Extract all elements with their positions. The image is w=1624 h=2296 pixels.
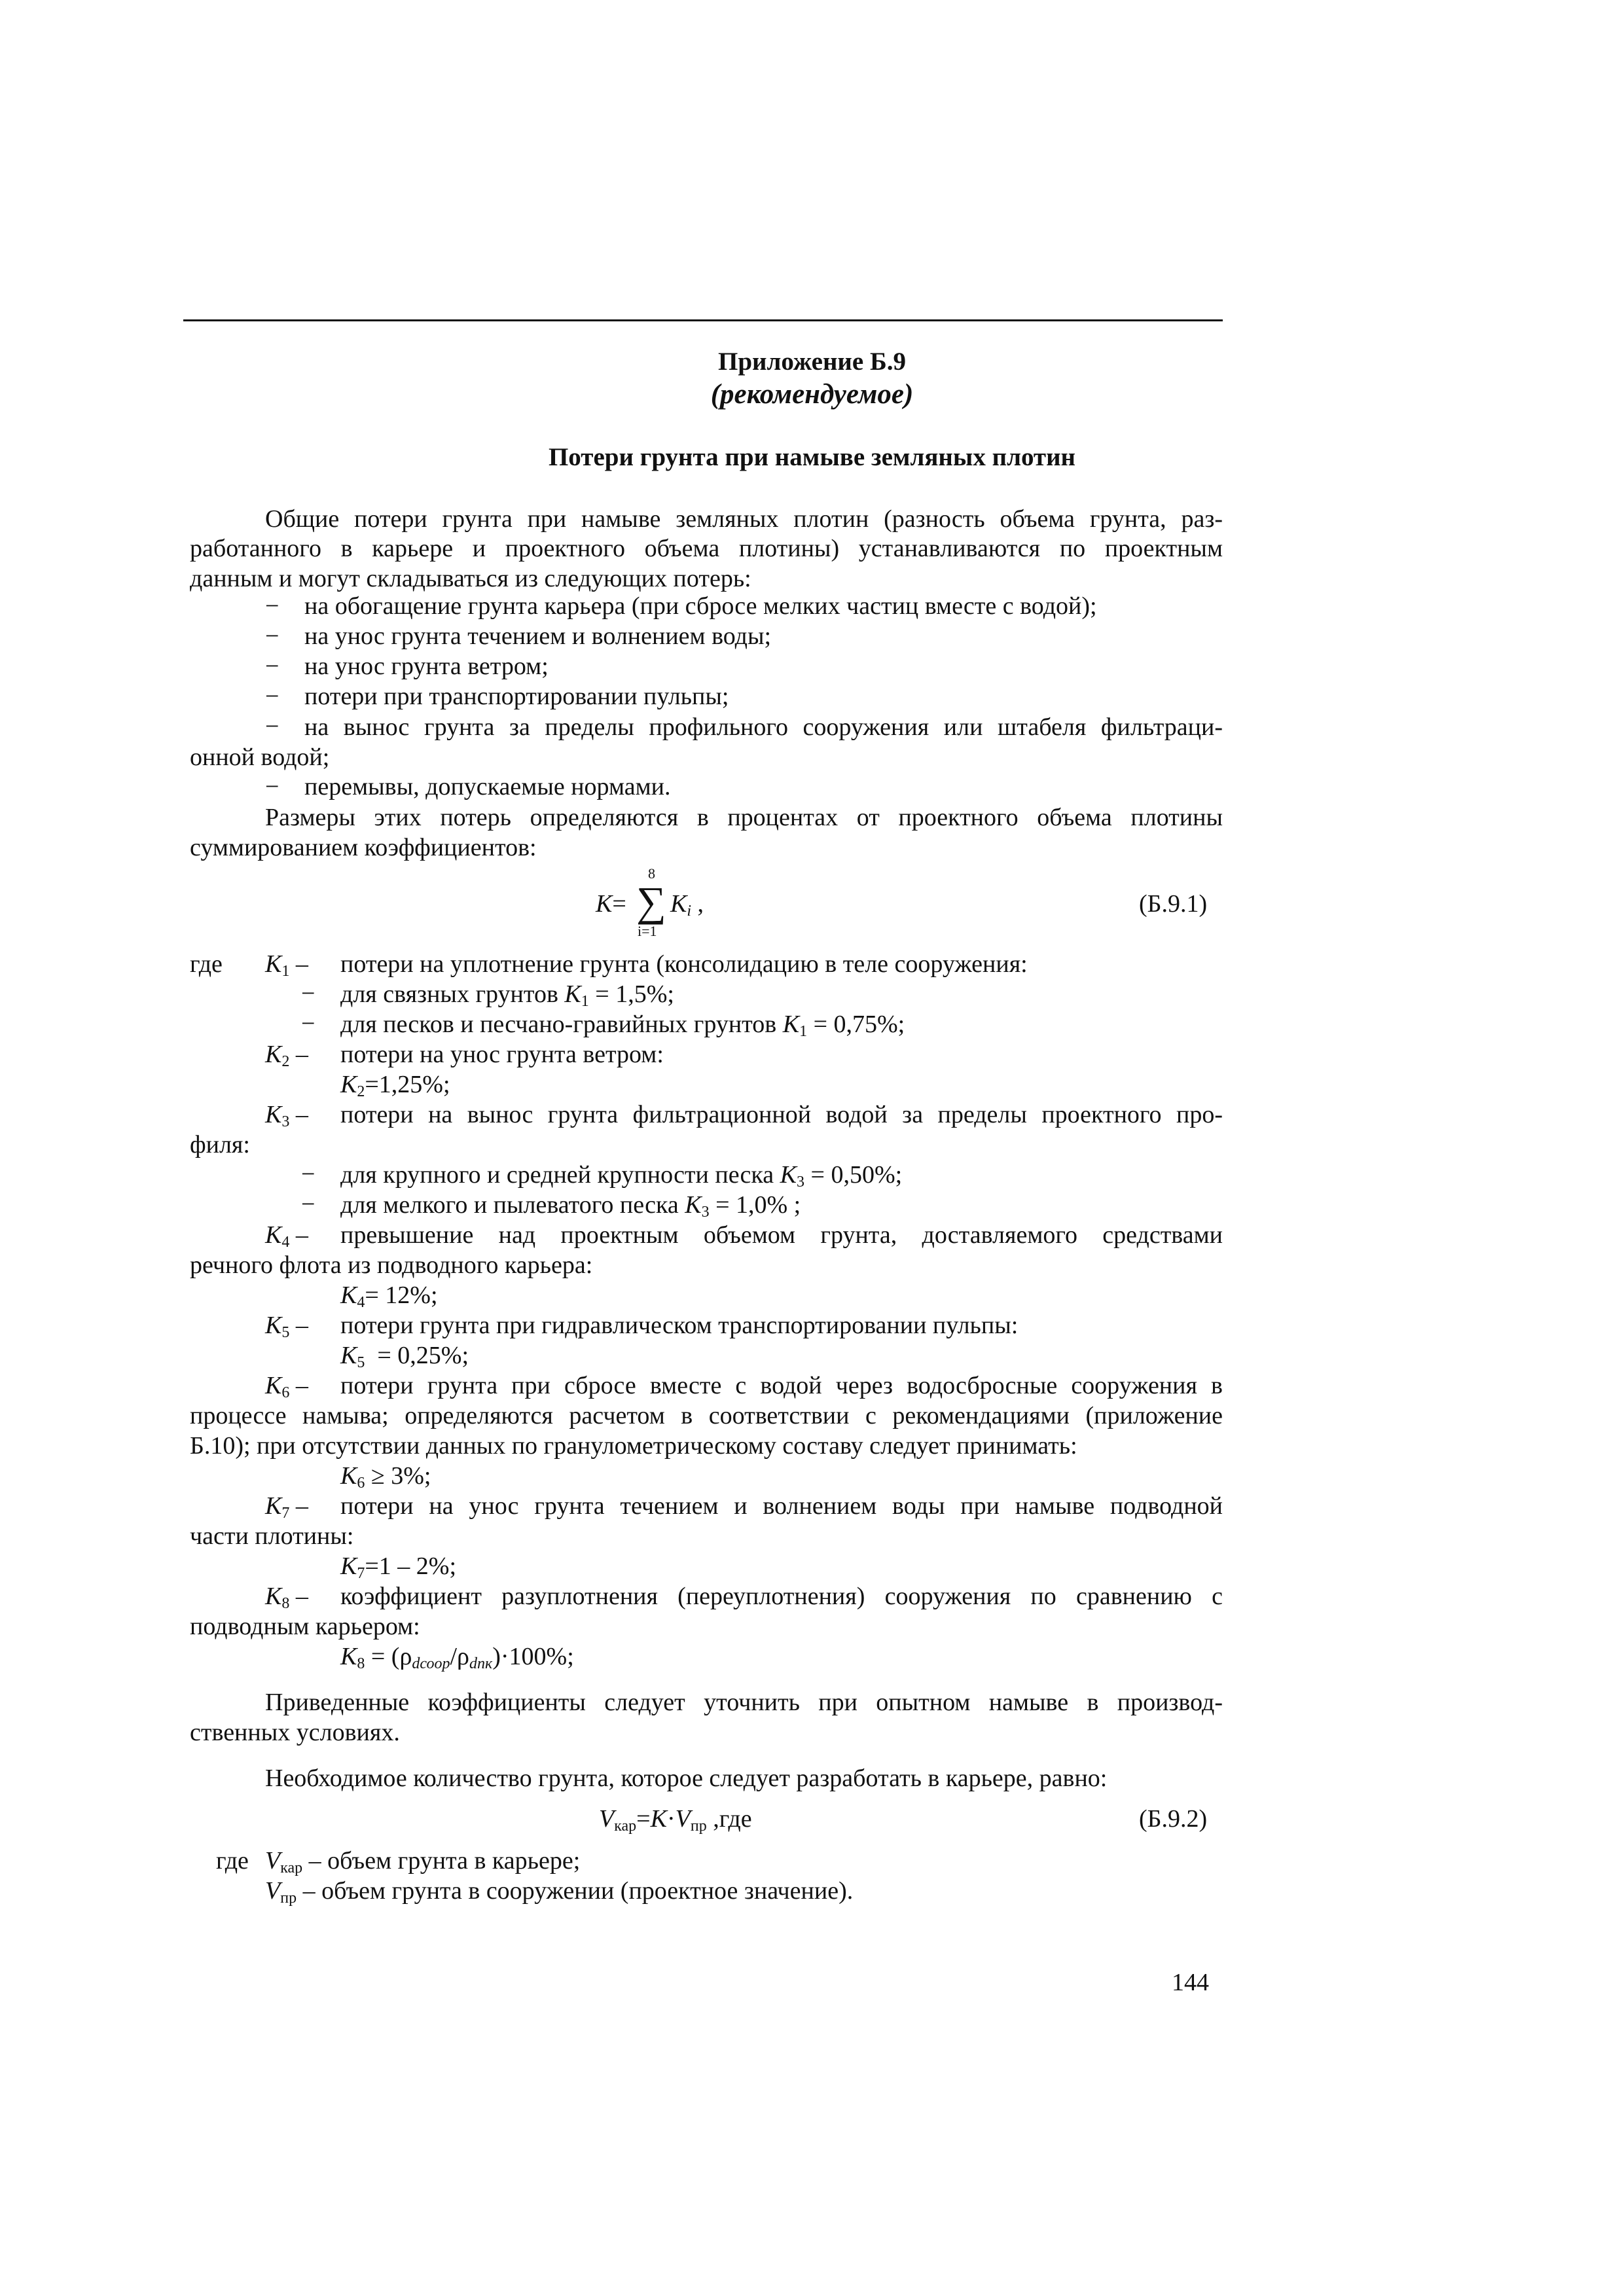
concl-line-1: Приведенные коэффициенты следует уточнить при опытном намыве в производ- (265, 1689, 1223, 1716)
k8-value: $K_8 = (\rho_{dсоор}/\rho_{dпк})\cdot 100\%$; (340, 1643, 574, 1672)
bullet-item: на вынос грунта за пределы профильного сооружения или штабеля фильтраци- (304, 713, 1223, 741)
k3-a: для крупного и средней крупности песка $K_3 = 0,50\%$; (340, 1161, 903, 1191)
k7-value: $K_7=1 - 2\%$; (340, 1552, 457, 1582)
k4-continuation: речного флота из подводного карьера: (190, 1251, 593, 1279)
k2-symbol: $K_2$ – (265, 1041, 308, 1070)
k1-symbol: $K_1$ – (265, 950, 308, 980)
need-paragraph: Необходимое количество грунта, которое следует разработать в карьере, равно: (265, 1765, 1108, 1792)
appendix-title: Приложение Б.9 (717, 348, 906, 376)
k3-b: для мелкого и пылеватого песка $K_3 = 1,0\%$ ; (340, 1191, 801, 1221)
k6-text: потери грунта при сбросе вместе с водой через водосбросные сооружения в (340, 1372, 1223, 1399)
k3-continuation: филя: (190, 1131, 250, 1158)
where-label-2: где (216, 1847, 249, 1874)
k4-symbol: $K_4$ – (265, 1221, 308, 1251)
bullet-dash: − (301, 1010, 316, 1037)
vpr-definition: $V_{пр}$ – объем грунта в сооружении (проектное значение). (265, 1877, 854, 1907)
k5-symbol: $K_5$ – (265, 1312, 308, 1341)
intro-line-3: данным и могут складываться из следующих потерь: (190, 565, 751, 592)
bullet-dash: − (265, 713, 280, 740)
bullet-continuation: онной водой; (190, 744, 330, 771)
k7-text: потери на унос грунта течением и волнением воды при намыве подводной (340, 1492, 1223, 1520)
bullet-dash: − (265, 773, 280, 800)
k1-b: для песков и песчано-гравийных грунтов $K_1 = 0,75\%$; (340, 1011, 905, 1040)
bullet-dash: − (301, 980, 316, 1007)
k1-text: потери на уплотнение грунта (консолидацию в теле сооружения: (340, 950, 1028, 978)
intro-line-2: работанного в карьере и проектного объема плотины) устанавливаются по проектным (190, 535, 1223, 562)
page-number: 144 (1172, 1969, 1209, 1996)
k8-continuation: подводным карьером: (190, 1613, 420, 1640)
vkar-definition: $V_{кар}$ – объем грунта в карьере; (265, 1847, 581, 1876)
formula-2-number: (Б.9.2) (1139, 1805, 1208, 1833)
k5-value: $K_5 = 0,25\%$; (340, 1342, 469, 1371)
k2-text: потери на унос грунта ветром: (340, 1041, 664, 1068)
k6-symbol: $K_6$ – (265, 1372, 308, 1401)
bullet-item: на унос грунта ветром; (304, 653, 549, 680)
bullet-item: на обогащение грунта карьера (при сбросе мелких частиц вместе с водой); (304, 592, 1097, 620)
top-rule (183, 319, 1223, 321)
k8-symbol: $K_8$ – (265, 1583, 308, 1612)
appendix-subtitle: (рекомендуемое) (710, 379, 914, 410)
k8-text: коэффициент разуплотнения (переуплотнения) сооружения по сравнению с (340, 1583, 1223, 1610)
sum-upper-limit: 8 (648, 865, 655, 882)
bullet-item: перемывы, допускаемые нормами. (304, 773, 671, 800)
k5-text: потери грунта при гидравлическом транспортировании пульпы: (340, 1312, 1019, 1339)
formula-term: K (670, 890, 687, 918)
bullet-dash: − (265, 592, 280, 620)
formula-eq: = (612, 890, 626, 918)
k2-value: $K_2=1,25\%$; (340, 1071, 450, 1100)
k4-value: $K_4= 12\%$; (340, 1282, 438, 1311)
concl-line-2: ственных условиях. (190, 1719, 400, 1746)
k3-text: потери на вынос грунта фильтрационной водой за пределы проектного про- (340, 1101, 1223, 1128)
bullet-dash: − (265, 683, 280, 710)
bullet-dash: − (265, 653, 280, 680)
sum-lower-limit: i=1 (638, 923, 657, 939)
where-label: где (190, 950, 223, 978)
bullet-item: на унос грунта течением и волнением воды; (304, 622, 772, 650)
k6-continuation-2: Б.10); при отсутствии данных по гранулометрическому составу следует принимать: (190, 1432, 1077, 1460)
k3-symbol: $K_3$ – (265, 1101, 308, 1130)
k4-text: превышение над проектным объемом грунта, доставляемого средствами (340, 1221, 1223, 1249)
formula-lhs: K (596, 890, 613, 918)
k6-continuation-1: процессе намыва; определяются расчетом в соответствии с рекомендациями (приложение (190, 1402, 1223, 1429)
bullet-dash: − (265, 622, 280, 650)
formula-trail: , (697, 890, 704, 918)
formula-v: V (599, 1805, 615, 1833)
intro-line-1: Общие потери грунта при намыве земляных плотин (разность объема грунта, раз- (265, 505, 1223, 533)
formula-term-sub: i (687, 903, 692, 920)
k1-a: для связных грунтов $K_1 = 1,5\%$; (340, 980, 674, 1010)
formula-1-number: (Б.9.1) (1139, 890, 1208, 918)
k7-symbol: $K_7$ – (265, 1492, 308, 1522)
bullet-dash: − (301, 1191, 316, 1218)
sigma-symbol: ∑ (636, 878, 666, 925)
bullet-dash: − (301, 1160, 316, 1188)
k7-continuation: части плотины: (190, 1522, 354, 1550)
sizes-line-2: суммированием коэффициентов: (190, 834, 537, 861)
sizes-line-1: Размеры этих потерь определяются в процентах от проектного объема плотины (265, 804, 1223, 831)
k6-value: $K_6 \ge 3\%$; (340, 1462, 431, 1492)
section-title: Потери грунта при намыве земляных плотин (548, 443, 1076, 471)
bullet-item: потери при транспортировании пульпы; (304, 683, 729, 710)
